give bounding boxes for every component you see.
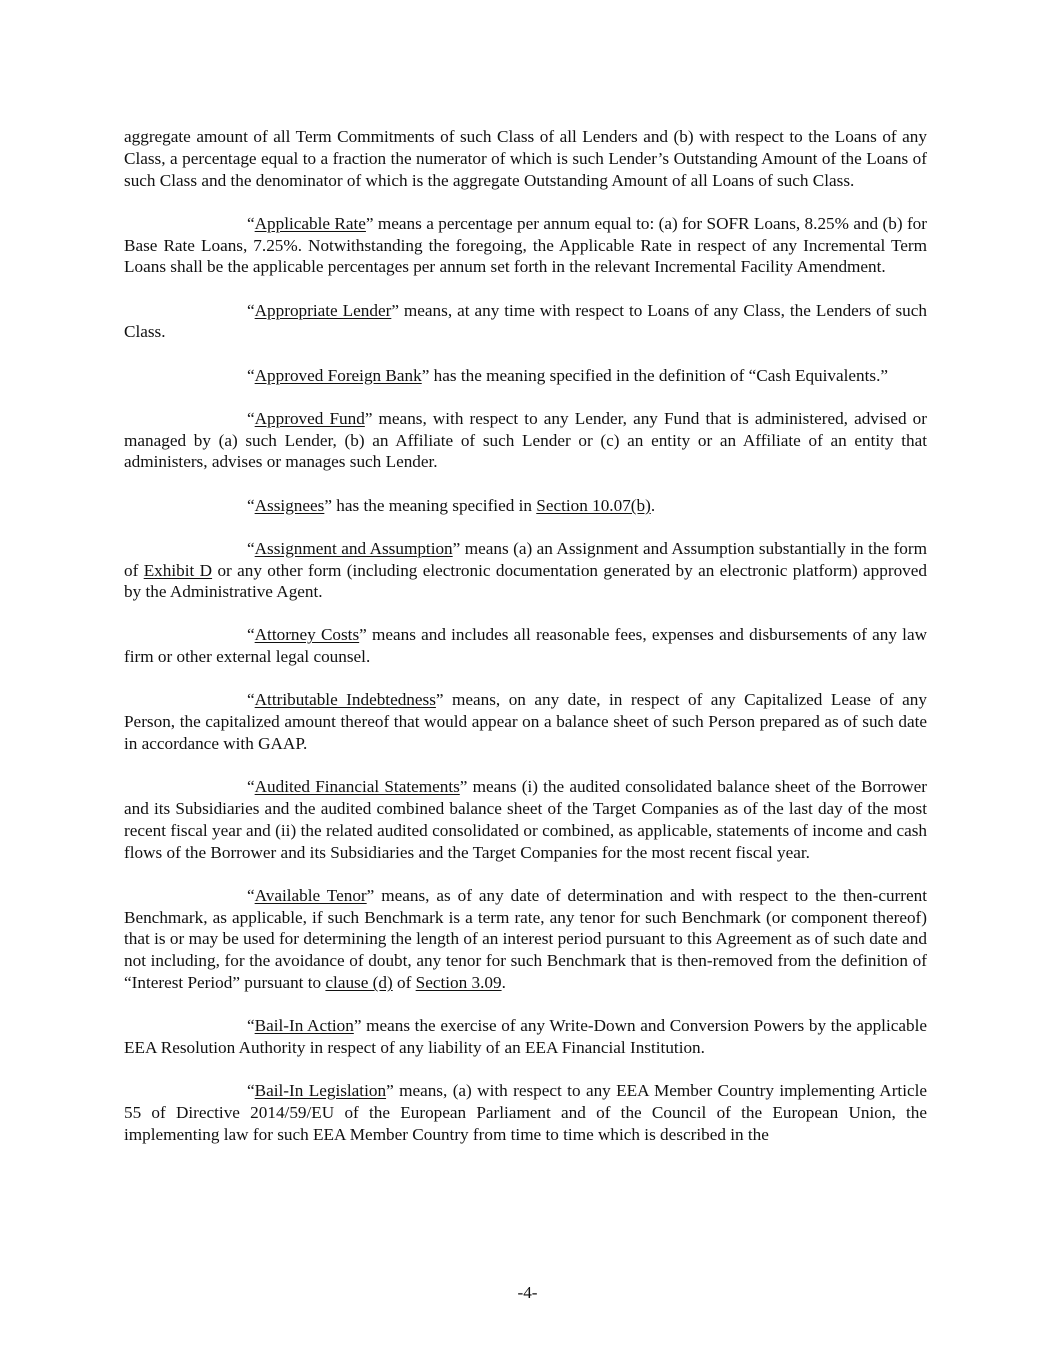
definition-text: ” means (i) the audited consolidated balance sheet of the Borrower and its Subsidiaries and the audited combined balance sheet of the Target Companies as of the last day of the most recent fiscal year and (ii) the related audited consolidated or combined, as applicable, statements of income and cash flows of the Borrower and its Subsidiaries and the Target Companies for the most recent fiscal year.	[124, 777, 927, 862]
definition-text: ” has the meaning specified in the definition of “Cash Equivalents.”	[421, 365, 889, 385]
definition-text: ” means, on any date, in respect of any Capitalized Lease of any Person, the capitalized amount thereof that would appear on a balance sheet of such Person prepared as of such date in accordance with GAAP.	[124, 690, 927, 754]
definition-text: ” means a percentage per annum equal to: (a) for SOFR Loans, 8.25% and (b) for Base Rate Loans, 7.25%. Notwithstanding the foregoing, the Applicable Rate in respect of any Incremental Term Loans shall be the applicable percentages per annum set forth in the relevant Incremental Facility Amendment.	[124, 213, 927, 277]
definition-attorney-costs	[124, 624, 927, 668]
section-reference: Section 3.09	[415, 973, 502, 993]
open-quote: “	[247, 213, 255, 233]
defined-term: Applicable Rate	[254, 213, 366, 233]
definition-assignment-and-assumption	[124, 538, 927, 603]
open-quote: “	[247, 625, 255, 645]
definition-text: ” means, with respect to any Lender, any Fund that is administered, advised or managed by (a) such Lender, (b) an Affiliate of such Lender or (c) an entity or an Affiliate of an entity that administers, advises or manages such Lender.	[124, 408, 927, 472]
definition-applicable-rate	[124, 213, 927, 278]
defined-term: Available Tenor	[254, 885, 367, 905]
definition-bail-in-action	[124, 1015, 927, 1059]
defined-term: Appropriate Lender	[254, 300, 392, 320]
defined-term: Attributable Indebtedness	[254, 690, 436, 710]
open-quote: “	[247, 885, 255, 905]
definition-text: ” means, (a) with respect to any EEA Member Country implementing Article 55 of Directive 2014/59/EU of the European Parliament and of the Council of the European Union, the implementing law for such EEA Member Country from time to time which is described in the	[124, 1081, 928, 1144]
defined-term: Bail-In Action	[254, 1016, 354, 1036]
open-quote: “	[247, 1081, 255, 1101]
open-quote: “	[247, 777, 255, 797]
clause-reference: clause (d)	[325, 973, 393, 993]
definition-assignees	[124, 495, 927, 517]
defined-term: Attorney Costs	[254, 625, 360, 645]
defined-term: Assignment and Assumption	[254, 538, 453, 558]
open-quote: “	[247, 300, 255, 320]
definition-text: ” means, as of any date of determination and with respect to the then-current Benchmark, as applicable, if such Benchmark is a term rate, any tenor for such Benchmark (or component thereof) that is or may be used for determining the length of an interest period pursuant to this Agreement as of such date and not including, for the avoidance of doubt, any tenor for such Benchmark that is then-removed from the definition of “Interest Period” pursuant to	[124, 885, 928, 993]
page-number: -4-	[517, 1283, 538, 1302]
open-quote: “	[247, 408, 255, 428]
section-reference: Section 10.07(b)	[536, 495, 651, 515]
definition-appropriate-lender	[124, 300, 927, 344]
definition-bail-in-legislation	[124, 1080, 927, 1145]
defined-term: Bail-In Legislation	[254, 1081, 387, 1101]
definition-approved-foreign-bank	[124, 365, 927, 387]
definition-attributable-indebtedness	[124, 689, 927, 754]
definition-text-end: .	[650, 495, 656, 515]
definition-text: ” has the meaning specified in	[324, 495, 537, 515]
defined-term: Audited Financial Statements	[254, 777, 460, 797]
open-quote: “	[247, 1016, 255, 1036]
definition-text: ” means the exercise of any Write-Down and Conversion Powers by the applicable EEA Resolution Authority in respect of any liability of an EEA Financial Institution.	[124, 1016, 927, 1057]
definition-audited-financial-statements	[124, 776, 927, 863]
definition-approved-fund	[124, 408, 927, 473]
continuation-paragraph: aggregate amount of all Term Commitments of such Class of all Lenders and (b) with respect to the Loans of any Class, a percentage equal to a fraction the numerator of which is such Lender’s Outstanding Amount of the Loans of such Class and the denominator of which is the aggregate Outstanding Amount of all Loans of such Class.	[124, 127, 927, 190]
definition-text-end: or any other form (including electronic documentation generated by an electronic platform) approved by the Administrative Agent.	[124, 560, 927, 602]
definition-text: ” means (a) an Assignment and Assumption substantially in the form of	[124, 538, 927, 580]
exhibit-reference: Exhibit D	[143, 560, 213, 580]
defined-term: Approved Fund	[254, 408, 365, 428]
document-page	[124, 126, 927, 1167]
definition-text-mid: of	[392, 973, 416, 993]
open-quote: “	[247, 538, 255, 558]
definition-text-end: .	[501, 973, 506, 993]
definition-available-tenor	[124, 885, 927, 994]
definition-text: ” means, at any time with respect to Loans of any Class, the Lenders of such Class.	[124, 300, 927, 342]
open-quote: “	[247, 495, 255, 515]
open-quote: “	[247, 365, 255, 385]
defined-term: Approved Foreign Bank	[254, 365, 422, 385]
definition-text: ” means and includes all reasonable fees, expenses and disbursements of any law firm or other external legal counsel.	[124, 625, 927, 667]
defined-term: Assignees	[254, 495, 325, 515]
open-quote: “	[247, 690, 255, 710]
